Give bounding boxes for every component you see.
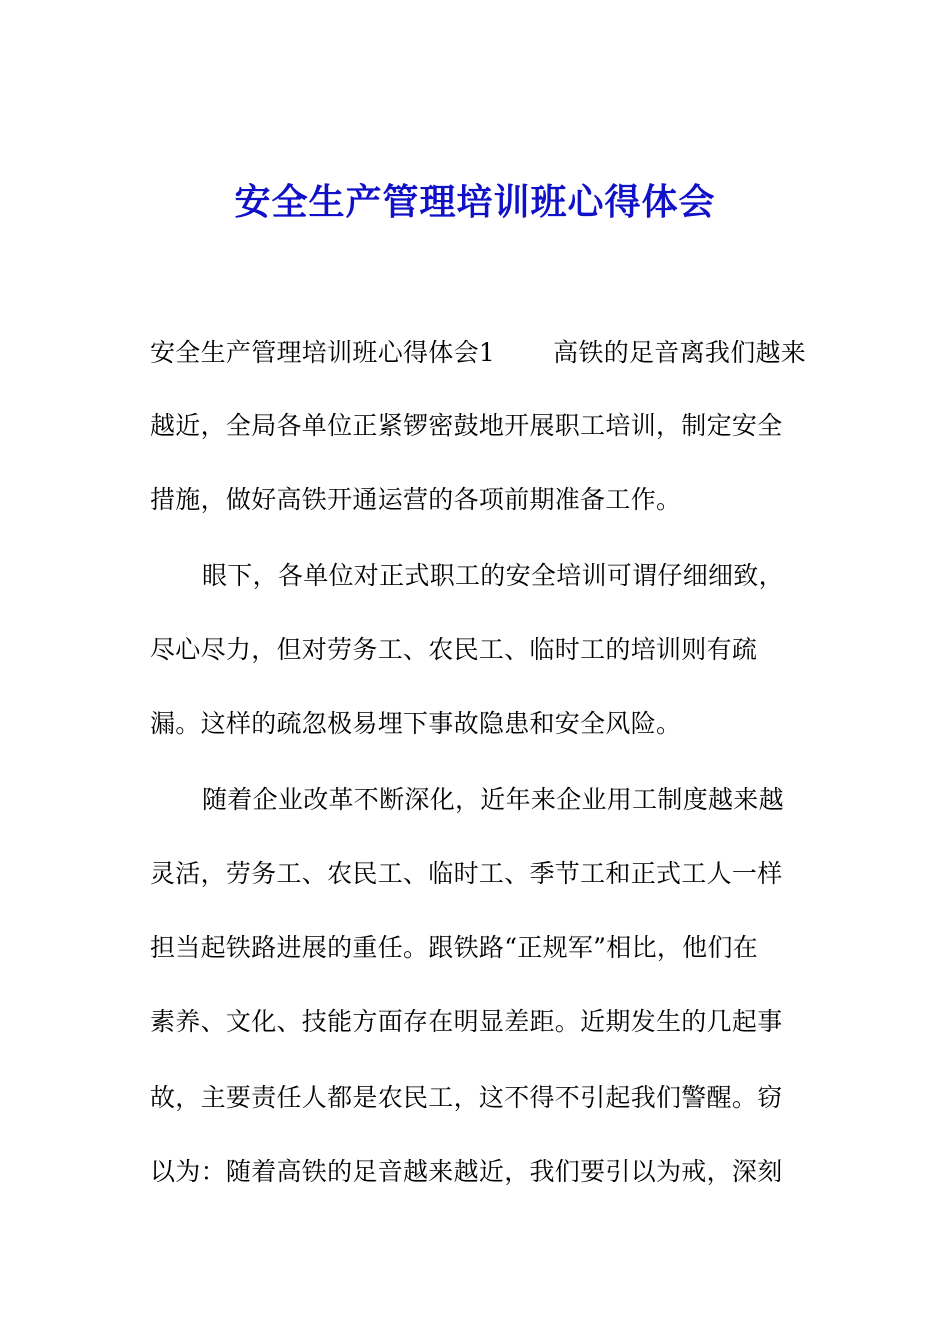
paragraph-line: 随着企业改革不断深化，近年来企业用工制度越来越: [202, 785, 784, 814]
paragraph-line: 担当起铁路进展的重任。跟铁路“正规军”相比，他们在: [150, 933, 759, 962]
paragraph-line: 素养、文化、技能方面存在明显差距。近期发生的几起事: [150, 1007, 783, 1036]
paragraph-line: 越近，全局各单位正紧锣密鼓地开展职工培训，制定安全: [150, 411, 783, 440]
paragraph-line: 尽心尽力，但对劳务工、农民工、临时工的培训则有疏: [150, 635, 758, 664]
document-title: 安全生产管理培训班心得体会: [234, 181, 716, 223]
section-heading: 安全生产管理培训班心得体会1: [150, 338, 496, 367]
paragraph-line: 措施，做好高铁开通运营的各项前期准备工作。: [150, 485, 682, 514]
paragraph-line: [150, 333, 806, 373]
paragraph-line: 灵活，劳务工、农民工、临时工、季节工和正式工人一样: [150, 859, 783, 888]
paragraph-line: 故，主要责任人都是农民工，这不得不引起我们警醒。窃: [150, 1083, 783, 1112]
paragraph-line: 以为：随着高铁的足音越来越近，我们要引以为戒，深刻: [150, 1157, 783, 1186]
paragraph-line: 漏。这样的疏忽极易埋下事故隐患和安全风险。: [150, 709, 682, 738]
paragraph-line: 眼下，各单位对正式职工的安全培训可谓仔细细致，: [202, 561, 784, 590]
paragraph-text: 高铁的足音离我们越来: [553, 338, 807, 367]
